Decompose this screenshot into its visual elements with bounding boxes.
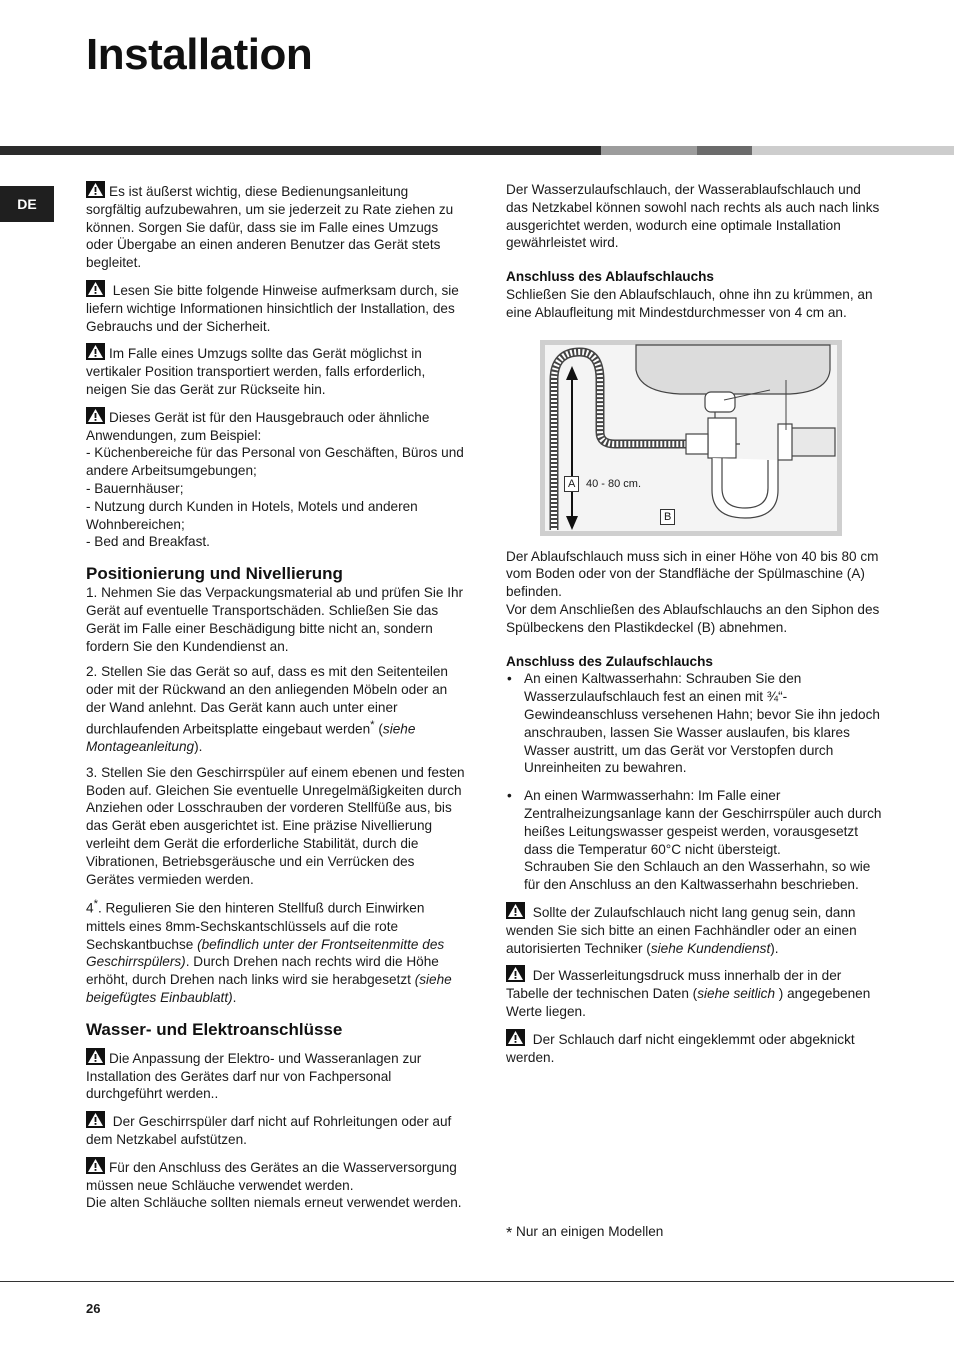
header-bar-darkgray: [697, 146, 752, 155]
warning-icon: [86, 181, 105, 198]
warning-icon: [86, 1111, 105, 1128]
subheading-ablauf: Anschluss des Ablaufschlauchs: [506, 269, 714, 285]
step-1: 1. Nehmen Sie das Verpackungsmaterial ab und prüfen Sie Ihr Gerät auf eventuelle Transportschäden. Schließen Sie das Gerät im Falle einer Beschädigung bitte nicht an, sondern fordern Sie den Kundendienst an.: [86, 585, 464, 654]
warning-paragraph: Dieses Gerät ist für den Hausgebrauch oder ähnliche Anwendungen, zum Beispiel: - Küchenbereiche für das Personal von Geschäften, Büros und andere Arbeitsumgebungen; - Bauernhäuser; - Nutzung durch Kunden in Hotels, Motels und anderen Wohnbereichen; - Bed and Breakfast.: [86, 407, 466, 551]
warning-paragraph: Die Anpassung der Elektro- und Wasseranlagen zur Installation des Gerätes darf nur von Fachpersonal durchgeführt werden..: [86, 1048, 466, 1103]
warning-icon: [86, 1048, 105, 1065]
label-b: B: [660, 509, 675, 525]
header-bar-light: [752, 146, 954, 155]
figure-caption: Der Ablaufschlauch muss sich in einer Höhe von 40 bis 80 cm vom Boden oder von der Standfläche der Spülmaschine (A) befinden. Vor dem Anschließen des Ablaufschlauchs an den Siphon des Spülbeckens den Plastikdeckel (B) abnehmen.: [506, 548, 880, 635]
warning-icon: [86, 280, 105, 297]
list-item: - Bed and Breakfast.: [86, 534, 210, 550]
warning-paragraph: Sollte der Zulaufschlauch nicht lang genug sein, dann wenden Sie sich bitte an einen Fachhändler oder an einen autorisierten Techniker (siehe Kundendienst).: [506, 902, 886, 957]
bullet: •: [507, 671, 512, 687]
bullet: •: [507, 788, 512, 804]
warning-icon: [506, 965, 525, 982]
page-number: 26: [86, 1301, 101, 1316]
warning-icon: [506, 1029, 525, 1046]
list-item: • An einen Warmwasserhahn: Im Falle einer Zentralheizungsanlage kann der Geschirrspüler auch durch heißes Leitungswasser gespeist werden, vorausgesetzt dass die Temperatur 60°C nicht übersteigt. Schrauben Sie den Schlauch an den Wasserhahn, so wie für den Anschluss an den Kaltwasserhahn beschrieben.: [507, 788, 882, 893]
warning-paragraph: Lesen Sie bitte folgende Hinweise aufmerksam durch, sie liefern wichtige Informationen hinsichtlich der Installation, des Gebrauchs und der Sicherheit.: [86, 280, 466, 335]
subheading-zulauf: Anschluss des Zulaufschlauchs: [506, 653, 713, 669]
intro-paragraph: Der Wasserzulaufschlauch, der Wasserablaufschlauch und das Netzkabel können sowohl nach rechts als auch nach links ausgerichtet werden, wodurch eine optimale Installation gewährleistet wird.: [506, 182, 880, 251]
drain-hose-drawing: [540, 340, 842, 536]
warning-icon: [506, 902, 525, 919]
warning-icon: [86, 1157, 105, 1174]
zulauf-list: [506, 670, 886, 894]
left-column: [86, 181, 466, 1220]
warning-icon: [86, 407, 105, 424]
header-bar-mid: [601, 146, 697, 155]
list-item: • An einen Kaltwasserhahn: Schrauben Sie den Wasserzulaufschlauch fest an einen mit ¾“-Gewindeanschluss versehenen Hahn; bevor Sie ihn jedoch anschrauben, lassen Sie Wasser auslaufen, bis klares Wasser austritt, um das Gerät vor Verstopfen durch Unreinheiten zu bewahren.: [507, 671, 880, 776]
drain-hose-illustration: [540, 340, 842, 536]
list-item: - Nutzung durch Kunden in Hotels, Motels und anderen Wohnbereichen;: [86, 498, 418, 532]
warning-paragraph: Der Geschirrspüler darf nicht auf Rohrleitungen oder auf dem Netzkabel aufstützen.: [86, 1111, 466, 1149]
step-4: 4*. Regulieren Sie den hinteren Stellfuß durch Einwirken mittels eines 8mm-Sechskantschlüssels auf die rote Sechskantbuchse (befindlich unter der Frontseitenmitte des Geschirrspülers). Durch Drehen nach rechts wird die Höhe erhöht, durch Drehen nach links wird sie herabgesetzt (siehe beigefügtes Einbaublatt).: [86, 898, 452, 1005]
label-a: A: [564, 476, 579, 492]
warning-paragraph: Im Falle eines Umzugs sollte das Gerät möglichst in vertikaler Position transportiert werden, falls erforderlich, neigen Sie das Gerät zur Rückseite hin.: [86, 343, 466, 398]
list-item: - Bauernhäuser;: [86, 480, 184, 496]
footnote: * Nur an einigen Modellen: [506, 1224, 664, 1242]
footer-rule: [0, 1281, 954, 1282]
warning-paragraph: Der Schlauch darf nicht eingeklemmt oder abgeknickt werden.: [506, 1029, 886, 1067]
step-3: 3. Stellen Sie den Geschirrspüler auf einem ebenen und festen Boden auf. Gleichen Sie eventuelle Unregelmäßigkeiten durch Anziehen oder Losschrauben der vorderen Stellfüße aus, bis das Gerät eben ausgerichtet ist. Eine präzise Nivellierung verleiht dem Gerät die erforderliche Stabilität, durch die Vibrationen, Betriebsgeräusche und ein Verrücken des Gerätes vermieden werden.: [86, 764, 465, 887]
warning-paragraph: Es ist äußerst wichtig, diese Bedienungsanleitung sorgfältig aufzubewahren, um sie jederzeit zu Rate ziehen zu können. Sorgen Sie dafür, dass sie im Falle eines Umzugs oder Übergabe an einen anderen Benutzer das Gerät stets begleitet.: [86, 181, 466, 272]
section-heading-positionierung: Positionierung und Nivellierung: [86, 564, 343, 584]
height-label: 40 - 80 cm.: [586, 477, 642, 490]
warning-icon: [86, 343, 105, 360]
header-bar-dark: [0, 146, 601, 155]
list-item: - Küchenbereiche für das Personal von Geschäften, Büros und andere Arbeitsumgebungen;: [86, 445, 464, 479]
section-heading-wasser: Wasser- und Elektroanschlüsse: [86, 1019, 343, 1039]
right-column: [506, 181, 886, 1074]
language-tab: DE: [0, 186, 54, 222]
step-2: 2. Stellen Sie das Gerät so auf, dass es mit den Seitenteilen oder mit der Rückwand an den anliegenden Möbeln oder an der Wand anlehnt. Das Gerät kann auch unter einer durchlaufenden Arbeitsplatte eingebaut werden* (siehe Montageanleitung).: [86, 664, 448, 755]
warning-paragraph: Für den Anschluss des Gerätes an die Wasserversorgung müssen neue Schläuche verwendet werden. Die alten Schläuche sollten niemals erneut verwendet werden.: [86, 1157, 466, 1212]
ablauf-paragraph: Schließen Sie den Ablaufschlauch, ohne ihn zu krümmen, an eine Ablaufleitung mit Mindestdurchmesser von 4 cm an.: [506, 286, 873, 320]
warning-paragraph: Der Wasserleitungsdruck muss innerhalb der in der Tabelle der technischen Daten (siehe seitlich ) angegebenen Werte liegen.: [506, 965, 886, 1020]
page-title: Installation: [86, 30, 313, 79]
